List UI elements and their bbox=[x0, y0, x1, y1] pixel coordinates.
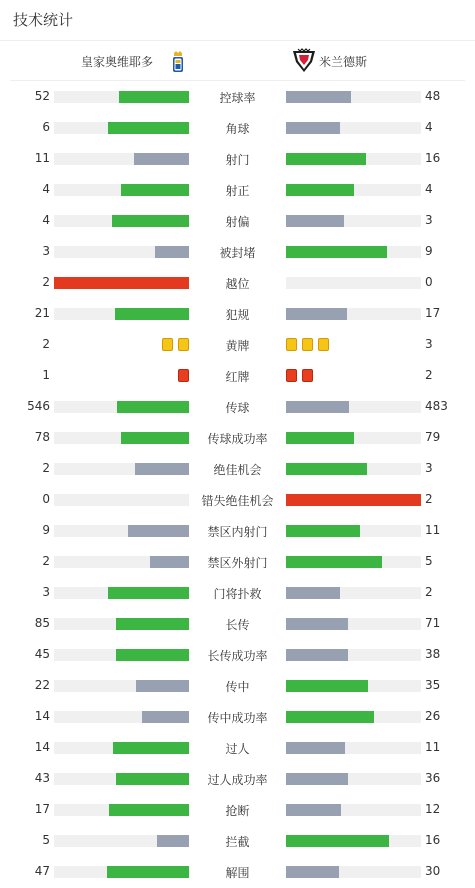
home-stat-bar bbox=[54, 742, 189, 754]
home-stat-bar-fill bbox=[121, 184, 189, 196]
home-stat-bar-fill bbox=[115, 308, 189, 320]
stat-label: 过人成功率 bbox=[207, 773, 268, 787]
away-stat-bar-fill bbox=[286, 184, 354, 196]
home-stat-bar bbox=[54, 401, 189, 413]
away-stat-bar-fill bbox=[286, 680, 368, 692]
home-stat-bar-fill bbox=[119, 91, 189, 103]
home-team-name[interactable]: 皇家奥维耶多 bbox=[80, 55, 153, 69]
stat-row bbox=[0, 360, 475, 391]
home-stat-value: 43 bbox=[34, 771, 50, 785]
home-stat-value: 9 bbox=[42, 523, 50, 537]
stat-label: 传中成功率 bbox=[207, 711, 268, 725]
away-stat-value: 30 bbox=[425, 864, 441, 878]
stats-header bbox=[0, 0, 475, 41]
away-stat-bar-fill bbox=[286, 153, 366, 165]
away-stat-value: 2 bbox=[425, 368, 433, 382]
away-stat-value: 2 bbox=[425, 492, 433, 506]
stat-row bbox=[0, 825, 475, 856]
away-stat-bar bbox=[286, 711, 421, 723]
away-stat-bar bbox=[286, 463, 421, 475]
away-stat-value: 38 bbox=[425, 647, 441, 661]
home-stat-bar bbox=[54, 680, 189, 692]
away-stat-value: 3 bbox=[425, 213, 433, 227]
home-stat-value: 2 bbox=[42, 337, 50, 351]
home-stat-bar bbox=[54, 711, 189, 723]
home-cards bbox=[178, 369, 189, 382]
away-stat-bar-fill bbox=[286, 773, 348, 785]
away-stat-value: 3 bbox=[425, 461, 433, 475]
home-stat-bar-fill bbox=[134, 153, 189, 165]
stat-label: 控球率 bbox=[219, 91, 256, 105]
away-stat-bar bbox=[286, 804, 421, 816]
home-stat-value: 22 bbox=[34, 678, 50, 692]
stat-label: 黄牌 bbox=[225, 339, 250, 353]
red-card-icon bbox=[178, 369, 189, 382]
home-stat-bar-fill bbox=[112, 215, 189, 227]
stat-row bbox=[0, 298, 475, 329]
away-stat-bar-fill bbox=[286, 649, 348, 661]
yellow-card-icon bbox=[178, 338, 189, 351]
away-stat-bar bbox=[286, 494, 421, 506]
away-team-name[interactable]: 米兰德斯 bbox=[319, 55, 368, 69]
home-stat-value: 4 bbox=[42, 182, 50, 196]
home-stat-bar-fill bbox=[109, 804, 189, 816]
home-stat-value: 3 bbox=[42, 585, 50, 599]
away-stat-value: 12 bbox=[425, 802, 441, 816]
home-stat-bar bbox=[54, 835, 189, 847]
red-card-icon bbox=[286, 369, 297, 382]
home-stat-bar-fill bbox=[54, 277, 189, 289]
stat-row bbox=[0, 422, 475, 453]
away-stat-bar-fill bbox=[286, 835, 389, 847]
home-stat-bar bbox=[54, 153, 189, 165]
away-stat-bar bbox=[286, 215, 421, 227]
home-stat-value: 14 bbox=[34, 709, 50, 723]
home-stat-value: 0 bbox=[42, 492, 50, 506]
home-stat-value: 5 bbox=[42, 833, 50, 847]
stat-row bbox=[0, 577, 475, 608]
yellow-card-icon bbox=[162, 338, 173, 351]
away-stat-bar bbox=[286, 835, 421, 847]
stat-row bbox=[0, 732, 475, 763]
stat-label: 传球 bbox=[225, 401, 250, 415]
stats-list bbox=[0, 81, 475, 887]
home-stat-bar-fill bbox=[128, 525, 189, 537]
home-stat-bar bbox=[54, 494, 189, 506]
stat-label: 禁区内射门 bbox=[207, 525, 268, 539]
stat-row bbox=[0, 856, 475, 887]
stat-label: 被封堵 bbox=[219, 246, 256, 260]
stat-row bbox=[0, 205, 475, 236]
home-stat-bar-fill bbox=[116, 649, 189, 661]
away-stat-value: 4 bbox=[425, 120, 433, 134]
home-stat-value: 2 bbox=[42, 554, 50, 568]
home-stat-bar-fill bbox=[116, 773, 189, 785]
away-stat-bar bbox=[286, 742, 421, 754]
home-stat-value: 1 bbox=[42, 368, 50, 382]
away-stat-bar-fill bbox=[286, 556, 382, 568]
stat-label: 射门 bbox=[225, 153, 250, 167]
away-stat-value: 5 bbox=[425, 554, 433, 568]
away-team-crest-icon[interactable] bbox=[292, 48, 316, 74]
home-stat-bar-fill bbox=[116, 618, 189, 630]
stat-label: 抢断 bbox=[225, 804, 250, 818]
away-stat-bar bbox=[286, 432, 421, 444]
home-stat-value: 21 bbox=[34, 306, 50, 320]
home-stat-bar bbox=[54, 122, 189, 134]
home-stat-bar-fill bbox=[157, 835, 189, 847]
away-stat-bar bbox=[286, 246, 421, 258]
stat-row bbox=[0, 81, 475, 112]
home-stat-bar-fill bbox=[117, 401, 189, 413]
home-stat-bar-fill bbox=[107, 866, 189, 878]
home-stat-value: 52 bbox=[34, 89, 50, 103]
away-stat-bar bbox=[286, 556, 421, 568]
away-stat-bar-fill bbox=[286, 215, 344, 227]
stat-label: 射偏 bbox=[225, 215, 250, 229]
home-stat-bar-fill bbox=[121, 432, 189, 444]
stat-label: 犯规 bbox=[225, 308, 250, 322]
away-stat-bar bbox=[286, 277, 421, 289]
away-cards bbox=[286, 338, 329, 351]
stat-label: 越位 bbox=[225, 277, 250, 291]
home-stat-bar bbox=[54, 773, 189, 785]
stat-row bbox=[0, 763, 475, 794]
away-stat-bar-fill bbox=[286, 401, 349, 413]
home-stat-bar bbox=[54, 432, 189, 444]
away-stat-bar bbox=[286, 680, 421, 692]
home-stat-value: 14 bbox=[34, 740, 50, 754]
away-stat-value: 3 bbox=[425, 337, 433, 351]
away-stat-bar bbox=[286, 122, 421, 134]
away-stat-value: 48 bbox=[425, 89, 441, 103]
away-stat-value: 483 bbox=[425, 399, 448, 413]
yellow-card-icon bbox=[286, 338, 297, 351]
home-stat-value: 78 bbox=[34, 430, 50, 444]
away-stat-value: 16 bbox=[425, 151, 441, 165]
away-stat-bar bbox=[286, 587, 421, 599]
away-stat-bar bbox=[286, 401, 421, 413]
home-stat-value: 6 bbox=[42, 120, 50, 134]
stat-label: 禁区外射门 bbox=[207, 556, 268, 570]
home-stat-value: 4 bbox=[42, 213, 50, 227]
home-stat-bar-fill bbox=[113, 742, 189, 754]
away-cards bbox=[286, 369, 313, 382]
home-stat-value: 2 bbox=[42, 275, 50, 289]
away-stat-value: 2 bbox=[425, 585, 433, 599]
stat-row bbox=[0, 236, 475, 267]
away-stat-bar-fill bbox=[286, 432, 354, 444]
away-stat-bar-fill bbox=[286, 246, 387, 258]
away-stat-bar-fill bbox=[286, 804, 341, 816]
home-stat-bar-fill bbox=[108, 587, 189, 599]
away-stat-bar-fill bbox=[286, 711, 374, 723]
away-stat-bar-fill bbox=[286, 494, 421, 506]
away-stat-bar-fill bbox=[286, 308, 347, 320]
home-stat-bar bbox=[54, 277, 189, 289]
home-stat-bar bbox=[54, 246, 189, 258]
stat-row bbox=[0, 670, 475, 701]
home-cards bbox=[162, 338, 189, 351]
page-title: 技术统计 bbox=[13, 11, 74, 29]
stat-row bbox=[0, 608, 475, 639]
stat-row bbox=[0, 391, 475, 422]
away-stat-bar-fill bbox=[286, 866, 339, 878]
stat-label: 拦截 bbox=[225, 835, 250, 849]
home-stat-value: 47 bbox=[34, 864, 50, 878]
stat-row bbox=[0, 174, 475, 205]
away-stat-value: 11 bbox=[425, 740, 441, 754]
away-stat-value: 9 bbox=[425, 244, 433, 258]
home-stat-bar bbox=[54, 804, 189, 816]
home-stat-bar bbox=[54, 308, 189, 320]
away-stat-value: 36 bbox=[425, 771, 441, 785]
stat-label: 解围 bbox=[225, 866, 250, 880]
stat-label: 长传成功率 bbox=[207, 649, 268, 663]
away-stat-value: 11 bbox=[425, 523, 441, 537]
away-stat-value: 4 bbox=[425, 182, 433, 196]
home-stat-bar bbox=[54, 91, 189, 103]
stat-row bbox=[0, 701, 475, 732]
home-stat-bar bbox=[54, 587, 189, 599]
home-stat-bar bbox=[54, 649, 189, 661]
teams-bar bbox=[10, 41, 465, 81]
home-stat-bar-fill bbox=[136, 680, 189, 692]
home-stat-bar bbox=[54, 184, 189, 196]
home-stat-bar bbox=[54, 525, 189, 537]
away-stat-value: 71 bbox=[425, 616, 441, 630]
away-stat-bar-fill bbox=[286, 587, 340, 599]
away-stat-bar bbox=[286, 866, 421, 878]
stat-row bbox=[0, 267, 475, 298]
stat-label: 射正 bbox=[225, 184, 250, 198]
stat-row bbox=[0, 112, 475, 143]
stat-row bbox=[0, 329, 475, 360]
home-stat-value: 3 bbox=[42, 244, 50, 258]
stat-label: 门将扑救 bbox=[213, 587, 262, 601]
home-stat-value: 45 bbox=[34, 647, 50, 661]
away-stat-value: 35 bbox=[425, 678, 441, 692]
stat-label: 错失绝佳机会 bbox=[201, 494, 274, 508]
away-stat-bar bbox=[286, 153, 421, 165]
away-stat-bar bbox=[286, 308, 421, 320]
away-stat-bar bbox=[286, 649, 421, 661]
yellow-card-icon bbox=[302, 338, 313, 351]
away-stat-value: 16 bbox=[425, 833, 441, 847]
home-stat-bar-fill bbox=[108, 122, 189, 134]
stat-label: 红牌 bbox=[225, 370, 250, 384]
home-stat-value: 11 bbox=[34, 151, 50, 165]
away-stat-bar-fill bbox=[286, 463, 367, 475]
away-stat-bar-fill bbox=[286, 91, 351, 103]
stat-label: 传中 bbox=[225, 680, 250, 694]
home-stat-bar-fill bbox=[135, 463, 189, 475]
home-stat-value: 17 bbox=[34, 802, 50, 816]
away-stat-bar bbox=[286, 91, 421, 103]
stat-label: 角球 bbox=[225, 122, 250, 136]
away-stat-bar-fill bbox=[286, 742, 345, 754]
stat-label: 过人 bbox=[225, 742, 250, 756]
home-stat-bar-fill bbox=[155, 246, 189, 258]
away-stat-bar-fill bbox=[286, 618, 348, 630]
away-stat-value: 17 bbox=[425, 306, 441, 320]
yellow-card-icon bbox=[318, 338, 329, 351]
stat-row bbox=[0, 515, 475, 546]
stat-row bbox=[0, 143, 475, 174]
away-stat-bar-fill bbox=[286, 122, 340, 134]
home-stat-bar-fill bbox=[150, 556, 189, 568]
away-stat-bar bbox=[286, 525, 421, 537]
home-stat-bar-fill bbox=[142, 711, 189, 723]
home-stat-bar bbox=[54, 618, 189, 630]
away-stat-value: 26 bbox=[425, 709, 441, 723]
stat-row bbox=[0, 546, 475, 577]
away-stat-bar bbox=[286, 773, 421, 785]
away-stat-bar bbox=[286, 618, 421, 630]
home-stat-bar bbox=[54, 556, 189, 568]
red-card-icon bbox=[302, 369, 313, 382]
away-stat-value: 0 bbox=[425, 275, 433, 289]
home-stat-value: 2 bbox=[42, 461, 50, 475]
stat-row bbox=[0, 484, 475, 515]
away-stat-bar-fill bbox=[286, 525, 360, 537]
home-stat-value: 85 bbox=[34, 616, 50, 630]
home-stat-bar bbox=[54, 463, 189, 475]
home-stat-bar bbox=[54, 866, 189, 878]
home-stat-bar bbox=[54, 215, 189, 227]
stat-label: 绝佳机会 bbox=[213, 463, 262, 477]
stat-row bbox=[0, 453, 475, 484]
away-stat-value: 79 bbox=[425, 430, 441, 444]
stat-label: 传球成功率 bbox=[207, 432, 268, 446]
home-team-crest-icon[interactable] bbox=[172, 50, 184, 74]
stat-label: 长传 bbox=[225, 618, 250, 632]
away-stat-bar bbox=[286, 184, 421, 196]
stat-row bbox=[0, 639, 475, 670]
stat-row bbox=[0, 794, 475, 825]
home-stat-value: 546 bbox=[27, 399, 50, 413]
